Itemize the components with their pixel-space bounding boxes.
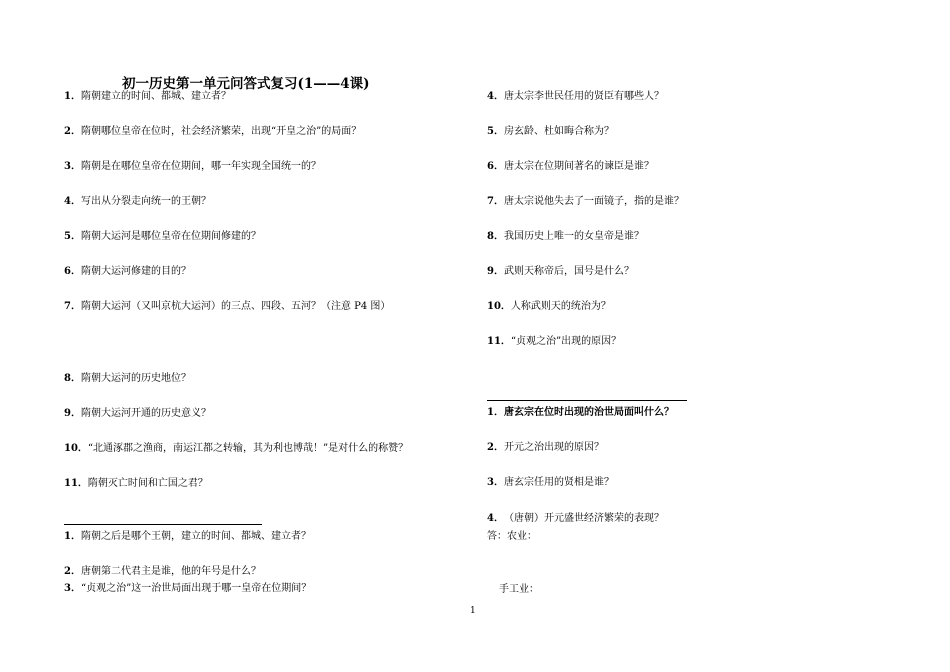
question-text: 写出从分裂走向统一的王朝？ [80,196,211,207]
section-divider [64,524,262,525]
question-text: 隋朝大运河开通的历史意义？ [80,408,211,419]
question-number: 9． [64,408,81,419]
question-text: 隋朝是在哪位皇帝在位期间，哪一年实现全国统一的？ [80,161,321,172]
section-divider [487,400,687,401]
question-text: 隋朝之后是哪个王朝，建立的时间、都城、建立者？ [80,531,311,542]
question-item [64,373,191,385]
question-item [64,196,211,208]
question-item [64,231,261,243]
question-number: 4． [487,91,504,102]
question-text: 隋朝灭亡时间和亡国之君？ [87,478,208,489]
question-item [487,442,604,454]
question-number: 4． [487,513,504,524]
question-number: 1． [487,407,504,418]
question-number: 9． [487,266,504,277]
question-text: 唐玄宗在位时出现的治世局面叫什么？ [503,407,674,418]
question-text: 隋朝哪位皇帝在位时，社会经济繁荣，出现“开皇之治”的局面？ [80,126,362,137]
question-item [487,126,614,138]
question-text: 唐玄宗任用的贤相是谁？ [503,477,614,488]
question-item [487,91,664,103]
page-title: 初一历史第一单元问答式复习(1——4课) [122,76,370,92]
question-text: “北通涿郡之渔商，南运江都之转输，其为利也博哉！”是对什么的称赞？ [87,443,409,454]
question-text: 隋朝建立的时间、都城、建立者？ [80,91,231,102]
question-text: “贞观之治”这一治世局面出现于哪一皇帝在位期间？ [80,583,312,594]
question-text: 我国历史上唯一的女皇帝是谁？ [503,231,644,242]
question-text: 唐太宗在位期间著名的谏臣是谁？ [503,161,654,172]
question-number: 10． [487,301,511,312]
question-item [487,407,674,419]
question-number: 7． [64,301,81,312]
question-text: 隋朝大运河是哪位皇帝在位期间修建的？ [80,231,261,242]
question-item [64,161,321,173]
question-number: 11． [64,478,88,489]
question-number: 5． [487,126,504,137]
question-item [64,566,261,578]
answer-label: 答：农业： [487,531,537,542]
question-item [487,266,634,278]
question-item [64,266,191,278]
question-item [487,301,611,313]
question-text: 唐朝第二代君主是谁，他的年号是什么？ [80,566,261,577]
question-text: 隋朝大运河（又叫京杭大运河）的三点、四段、五河？（注意 P4 图） [80,301,391,312]
question-number: 8． [64,373,81,384]
question-item [64,408,211,420]
question-item [487,231,644,243]
question-text: （唐朝）开元盛世经济繁荣的表现？ [503,513,664,524]
question-item [64,301,390,313]
question-number: 2． [64,126,81,137]
question-text: 开元之治出现的原因？ [503,442,604,453]
question-item [64,531,311,543]
question-number: 7． [487,196,504,207]
question-number: 1． [64,91,81,102]
question-text: 人称武则天的统治为？ [510,301,611,312]
question-item [64,443,408,455]
question-number: 2． [64,566,81,577]
question-item [64,478,208,490]
question-number: 3． [64,583,81,594]
question-item [487,336,621,348]
question-number: 6． [64,266,81,277]
question-text: 房玄龄、杜如晦合称为？ [503,126,614,137]
page-number: 1 [470,606,476,616]
question-item [64,91,231,103]
question-item [487,196,684,208]
question-text: 隋朝大运河的历史地位？ [80,373,191,384]
question-number: 10． [64,443,88,454]
question-number: 6． [487,161,504,172]
question-item [487,513,664,525]
question-item [64,126,361,138]
question-number: 2． [487,442,504,453]
question-number: 3． [64,161,81,172]
question-text: 唐太宗李世民任用的贤臣有哪些人？ [503,91,664,102]
question-number: 4． [64,196,81,207]
question-item [487,161,654,173]
question-text: “贞观之治”出现的原因？ [510,336,622,347]
question-number: 8． [487,231,504,242]
question-number: 1． [64,531,81,542]
question-text: 武则天称帝后，国号是什么？ [503,266,634,277]
question-text: 唐太宗说他失去了一面镜子，指的是谁？ [503,196,684,207]
question-number: 3． [487,477,504,488]
question-number: 11． [487,336,511,347]
question-item [487,477,614,489]
question-number: 5． [64,231,81,242]
question-text: 隋朝大运河修建的目的？ [80,266,191,277]
question-item [64,583,311,595]
handicraft-label: 手工业： [499,584,539,595]
